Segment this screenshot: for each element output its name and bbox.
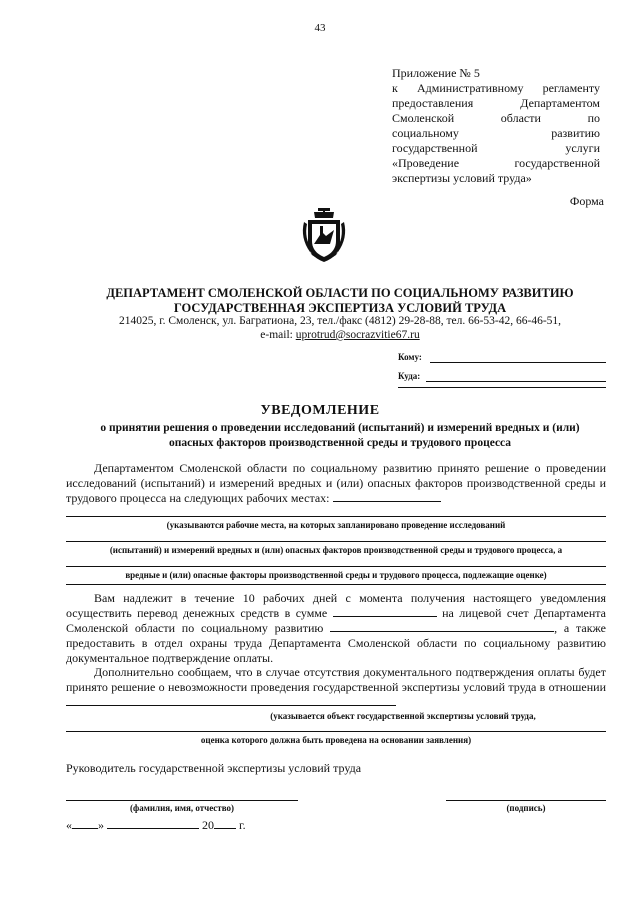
workplaces-line[interactable] <box>66 516 606 517</box>
workplaces-line[interactable] <box>66 566 606 567</box>
year-prefix: 20 <box>202 818 214 832</box>
note-name: (фамилия, имя, отчество) <box>129 803 235 813</box>
paragraph-decision <box>66 461 606 506</box>
appendix-line: «Проведение государственной <box>392 156 600 170</box>
note-assessment: оценка которого должна быть проведена на основании заявления) <box>200 735 472 745</box>
appendix-line: Смоленской области по <box>392 111 600 125</box>
to-field[interactable] <box>430 362 606 363</box>
month-field[interactable] <box>107 828 199 829</box>
page-number: 43 <box>314 22 326 34</box>
notice-subtitle <box>60 421 620 451</box>
note-object: (указывается объект государственной экспертизы условий труда, <box>270 711 536 721</box>
date-quote: » <box>98 818 104 832</box>
amount-field[interactable] <box>333 616 437 617</box>
head-title: Руководитель государственной экспертизы условий труда <box>66 761 362 775</box>
year-suffix: г. <box>239 818 246 832</box>
note-workplaces: (указываются рабочие места, на которых запланировано проведение исследований <box>166 520 506 530</box>
where-label: Куда: <box>398 371 421 381</box>
account-field[interactable] <box>330 631 554 632</box>
note-factors: (испытаний) и измерений вредных и (или) опасных факторов производственной среды и трудового процесса, а <box>109 545 563 555</box>
email-label: e-mail: <box>260 329 296 341</box>
form-label: Форма <box>569 194 604 208</box>
appendix-line: социальному развитию <box>392 126 600 140</box>
payment-text: Вам надлежит в течение 10 рабочих дней с момента получения настоящего уведомления осуществить перевод денежных средств в сумме <box>66 591 606 620</box>
refusal-text: Дополнительно сообщаем, что в случае отсутствия документального подтверждения оплаты будет принято решение о невозможности проведения государственной экспертизы условий труда в отношении <box>66 665 606 694</box>
paragraph-payment <box>66 591 606 666</box>
object-field[interactable] <box>66 705 396 706</box>
where-field[interactable] <box>426 381 606 382</box>
name-field[interactable] <box>66 800 298 801</box>
workplaces-field[interactable] <box>333 501 441 502</box>
notice-subtitle-line: о принятии решения о проведении исследований (испытаний) и измерений вредных и (или) <box>100 422 580 434</box>
notice-title: УВЕДОМЛЕНИЕ <box>260 403 380 418</box>
email-link[interactable]: uprotrud@socrazvitie67.ru <box>295 329 420 341</box>
payment-text: , а также предоставить в отдел охраны труда Департамента Смоленской области по социальному развитию документальное подтверждение оплаты. <box>66 621 606 665</box>
note-harmful: вредные и (или) опасные факторы производственной среды и трудового процесса, подлежащие оценке) <box>125 570 547 580</box>
department-division: ГОСУДАРСТВЕННАЯ ЭКСПЕРТИЗА УСЛОВИЙ ТРУДА <box>173 301 507 315</box>
notice-subtitle-line: опасных факторов производственной среды и трудового процесса <box>168 437 512 449</box>
to-label: Кому: <box>398 352 422 362</box>
appendix-line: экспертизы условий труда» <box>392 171 532 185</box>
day-field[interactable] <box>72 828 98 829</box>
paragraph-refusal <box>66 665 606 710</box>
department-name: ДЕПАРТАМЕНТ СМОЛЕНСКОЙ ОБЛАСТИ ПО СОЦИАЛЬНОМУ РАЗВИТИЮ <box>106 286 574 300</box>
payment-text: на лицевой счет Департамента Смоленской области по социальному развитию <box>66 606 607 635</box>
year-field[interactable] <box>214 828 236 829</box>
date-quote: « <box>66 818 72 832</box>
appendix-line: к Административному регламенту <box>392 81 600 95</box>
coat-of-arms-smolensk-icon <box>300 208 348 264</box>
appendix-title: Приложение № 5 <box>392 66 480 80</box>
where-field-extra[interactable] <box>398 387 606 388</box>
signature-field[interactable] <box>446 800 606 801</box>
note-signature: (подпись) <box>506 803 546 813</box>
department-contacts <box>60 314 620 342</box>
divider <box>66 584 606 585</box>
appendix-line: государственной услуги <box>392 141 600 155</box>
appendix-line: предоставления Департаментом <box>392 96 600 110</box>
appendix-block <box>392 66 600 186</box>
paragraph-decision-text: Департаментом Смоленской области по социальному развитию принято решение о проведении исследований (испытаний) и измерений вредных и (или) опасных факторов производственной среды и трудового процесса на следующих рабочих местах: <box>66 461 606 505</box>
date-line <box>66 818 246 833</box>
department-address: 214025, г. Смоленск, ул. Багратиона, 23, тел./факс (4812) 29-28-88, тел. 66-53-42, 66-46-51, <box>118 315 562 327</box>
object-line[interactable] <box>66 731 606 732</box>
workplaces-line[interactable] <box>66 541 606 542</box>
department-header <box>60 286 620 316</box>
